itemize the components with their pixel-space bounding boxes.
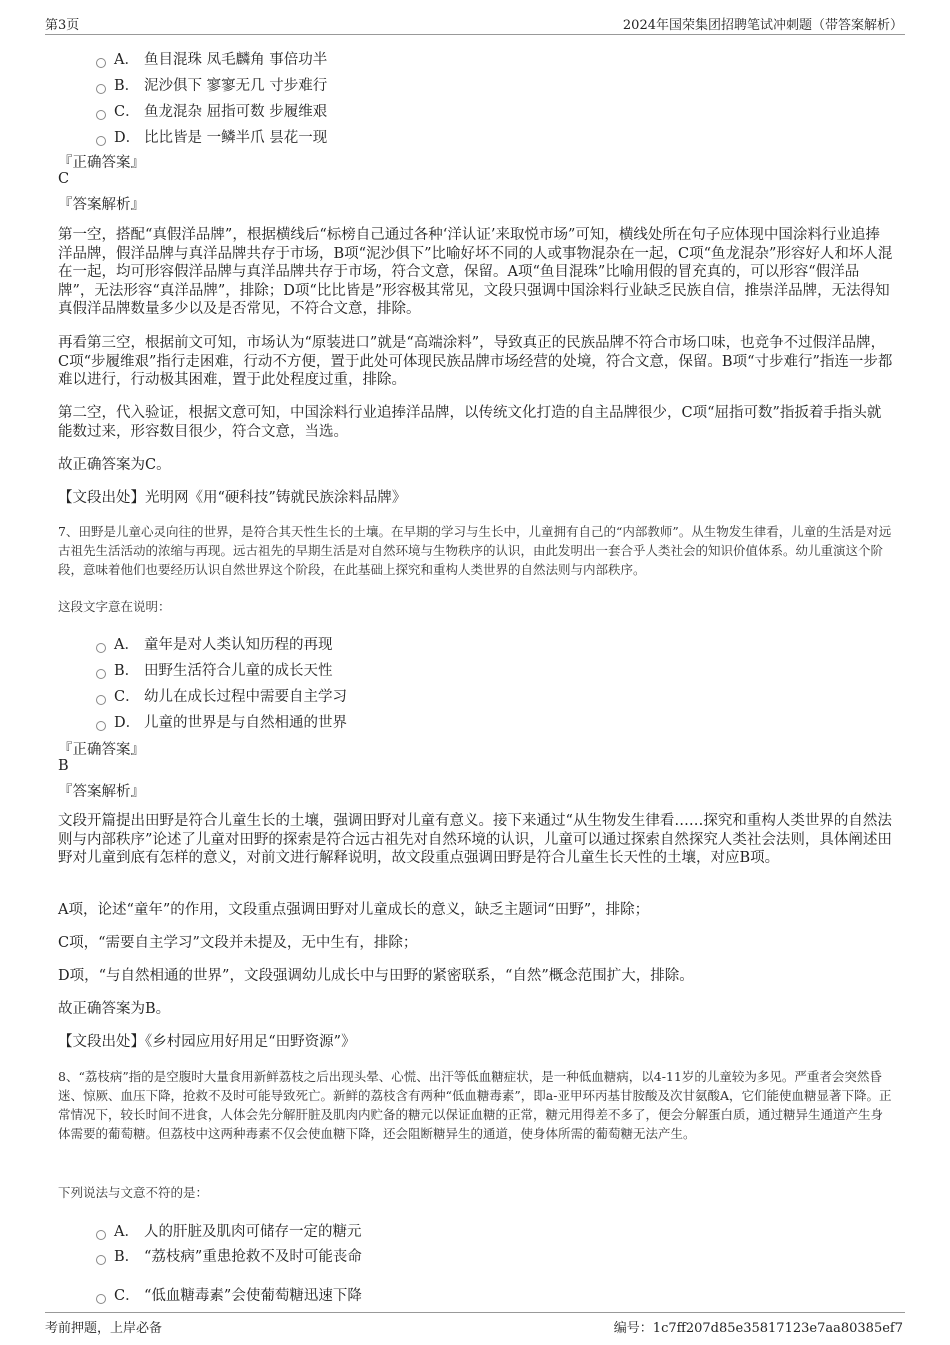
q8-stem: 8、“荔枝病”指的是空腹时大量食用新鲜荔枝之后出现头晕、心慌、出汗等低血糖症状，是一种低血糖病，以4-11岁的儿童较为多见。严重者会突然昏迷、惊厥、血压下降，抢救不及时可能导致死亡。新鲜的荔枝含有两种“低血糖毒素”，即a-亚甲环丙基甘胺酸及次甘氨酸A，它们能使血糖显著下降。正常情况下，较长时间不进食，人体会先分解肝脏及肌肉内贮备的糖元以保证血糖的正常，糖元用得差不多了，便会分解蛋白质，通过糖异生通道产生身体需要的葡萄糖。但荔枝中这两种毒素不仅会使血糖下降，还会阻断糖异生的通道，使身体所需的葡萄糖无法产生。 bbox=[58, 1069, 892, 1141]
q7-analysis-p4: D项，“与自然相通的世界”，文段强调幼儿成长中与田野的紧密联系，“自然”概念范围扩大，排除。 bbox=[58, 968, 694, 984]
q6-option-b[interactable]: B． 泥沙俱下 寥寥无几 寸步难行 bbox=[96, 74, 327, 95]
q8-option-c[interactable]: C． “低血糖毒素”会使葡萄糖迅速下降 bbox=[96, 1284, 362, 1305]
q6-option-c[interactable]: C． 鱼龙混杂 屈指可数 步履维艰 bbox=[96, 100, 327, 121]
radio-icon[interactable] bbox=[96, 721, 106, 731]
page-number: 第3页 bbox=[45, 18, 80, 33]
q8-option-b[interactable]: B． “荔枝病”重患抢救不及时可能丧命 bbox=[96, 1245, 362, 1266]
radio-icon[interactable] bbox=[96, 58, 106, 68]
q7-stem: 7、田野是儿童心灵向往的世界，是符合其天性生长的土壤。在早期的学习与生长中，儿童拥有自己的“内部教师”。从生物发生律看，儿童的生活是对远古祖先生活活动的浓缩与再现。远古祖先的早期生活是对自然环境与生物秩序的认识，由此发明出一套合乎人类社会的知识价值体系。幼儿重演这个阶段，意味着他们也要经历认识自然世界这个阶段，在此基础上探究和重构人类世界的自然法则与内部秩序。 bbox=[58, 524, 892, 577]
q6-analysis-label: 『答案解析』 bbox=[58, 197, 145, 213]
q7-analysis-p3: C项，“需要自主学习”文段并未提及，无中生有，排除； bbox=[58, 935, 418, 951]
document-title: 2024年国荣集团招聘笔试冲刺题（带答案解析） bbox=[622, 18, 903, 33]
q7-option-a[interactable]: A． 童年是对人类认知历程的再现 bbox=[96, 633, 333, 654]
q7-analysis-label: 『答案解析』 bbox=[58, 784, 145, 800]
radio-icon[interactable] bbox=[96, 643, 106, 653]
q6-answer-label: 『正确答案』 bbox=[58, 155, 145, 171]
document-id: 编号：1c7ff207d85e35817123e7aa80385ef7 bbox=[613, 1321, 903, 1336]
radio-icon[interactable] bbox=[96, 1294, 106, 1304]
q6-analysis-p3: 第二空，代入验证，根据文意可知，中国涂料行业追捧洋品牌，以传统文化打造的自主品牌很少，C项“屈指可数”指扳着手指头就能数过来，形容数目很少，符合文意，当选。 bbox=[58, 405, 882, 440]
page-footer bbox=[45, 1312, 905, 1337]
q7-answer: B bbox=[58, 758, 69, 774]
radio-icon[interactable] bbox=[96, 84, 106, 94]
radio-icon[interactable] bbox=[96, 136, 106, 146]
q7-answer-label: 『正确答案』 bbox=[58, 742, 145, 758]
footer-slogan: 考前押题，上岸必备 bbox=[45, 1321, 163, 1336]
radio-icon[interactable] bbox=[96, 695, 106, 705]
q7-prompt: 这段文字意在说明： bbox=[58, 599, 171, 614]
q6-source: 【文段出处】光明网《用“硬科技”铸就民族涂料品牌》 bbox=[58, 490, 407, 506]
radio-icon[interactable] bbox=[96, 1255, 106, 1265]
q7-option-b[interactable]: B． 田野生活符合儿童的成长天性 bbox=[96, 659, 333, 680]
q6-option-d[interactable]: D． 比比皆是 一鳞半爪 昙花一现 bbox=[96, 126, 327, 147]
radio-icon[interactable] bbox=[96, 110, 106, 120]
q6-option-a[interactable]: A． 鱼目混珠 凤毛麟角 事倍功半 bbox=[96, 48, 327, 69]
page-header bbox=[45, 14, 905, 35]
q8-prompt: 下列说法与文意不符的是： bbox=[58, 1185, 209, 1200]
q6-answer: C bbox=[58, 171, 70, 187]
q7-conclusion: 故正确答案为B。 bbox=[58, 1001, 171, 1017]
radio-icon[interactable] bbox=[96, 669, 106, 679]
q7-option-d[interactable]: D． 儿童的世界是与自然相通的世界 bbox=[96, 711, 347, 732]
q8-option-a[interactable]: A． 人的肝脏及肌肉可储存一定的糖元 bbox=[96, 1220, 362, 1241]
q6-analysis-p1: 第一空，搭配“真假洋品牌”，根据横线后“标榜自己通过各种‘洋认证’来取悦市场”可知，横线处所在句子应体现中国涂料行业追捧洋品牌，假洋品牌与真洋品牌共存于市场，B项“泥沙俱下”比喻好坏不同的人或事物混杂在一起，C项“鱼龙混杂”形容好人和坏人混在一起，均可形容假洋品牌与真洋品牌共存于市场，符合文意，保留。A项“鱼目混珠”比喻用假的冒充真的，可以形容“假洋品牌”，无法形容“真洋品牌”，排除；D项“比比皆是”形容极其常见，文段只强调中国涂料行业缺乏民族自信，推崇洋品牌，无法得知真假洋品牌数量多少以及是否常见，不符合文意，排除。 bbox=[58, 227, 893, 317]
q7-option-c[interactable]: C． 幼儿在成长过程中需要自主学习 bbox=[96, 685, 347, 706]
q6-conclusion: 故正确答案为C。 bbox=[58, 457, 171, 473]
q6-analysis-p2: 再看第三空，根据前文可知，市场认为“原装进口”就是“高端涂料”，导致真正的民族品牌不符合市场口味，也竞争不过假洋品牌，C项“步履维艰”指行走困难，行动不方便，置于此处可体现民族品牌市场经营的处境，符合文意，保留。B项“寸步难行”指连一步都难以进行，行动极其困难，置于此处程度过重，排除。 bbox=[58, 335, 893, 388]
q7-analysis-p1: 文段开篇提出田野是符合儿童生长的土壤，强调田野对儿童有意义。接下来通过“从生物发生律看……探究和重构人类世界的自然法则与内部秩序”论述了儿童对田野的探索是符合远古祖先对自然环境的认识，儿童可以通过探索自然探究人类社会法则，具体阐述田野对儿童到底有怎样的意义，对前文进行解释说明，故文段重点强调田野是符合儿童生长天性的土壤，对应B项。 bbox=[58, 813, 892, 866]
q7-source: 【文段出处】《乡村园应用好用足“田野资源”》 bbox=[58, 1034, 356, 1050]
radio-icon[interactable] bbox=[96, 1230, 106, 1240]
q7-analysis-p2: A项，论述“童年”的作用，文段重点强调田野对儿童成长的意义，缺乏主题词“田野”，排除； bbox=[58, 902, 650, 918]
